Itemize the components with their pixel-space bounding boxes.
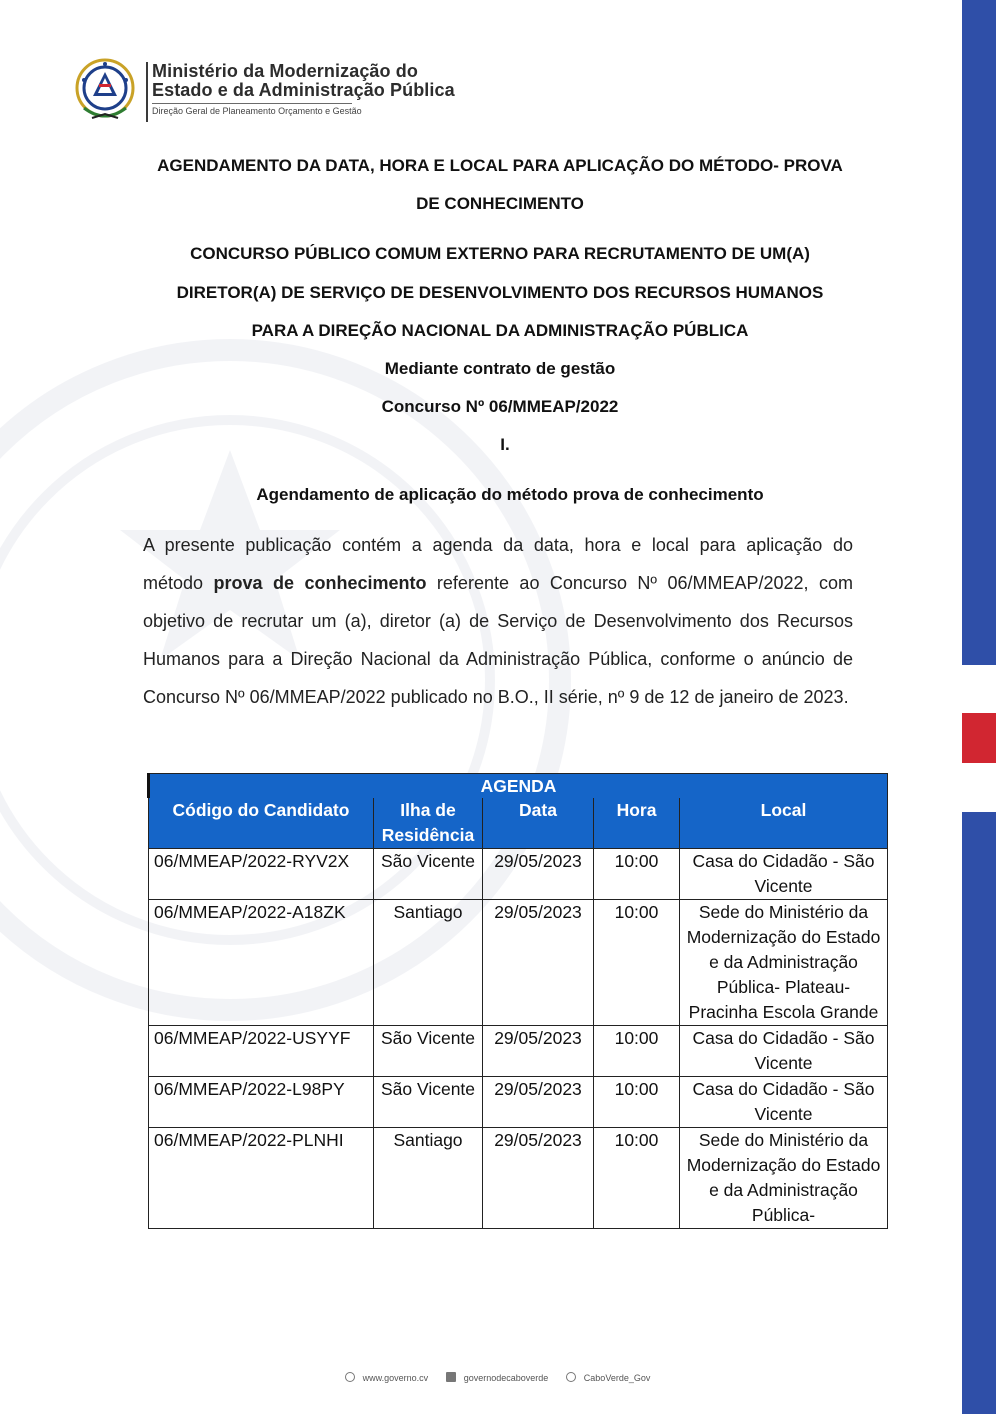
exam-date: 29/05/2023 (483, 900, 594, 1026)
exam-time: 10:00 (594, 1077, 680, 1128)
exam-date: 29/05/2023 (483, 1077, 594, 1128)
exam-place: Casa do Cidadão - São Vicente (680, 1026, 888, 1077)
table-row (149, 849, 888, 900)
table-row (149, 1077, 888, 1128)
table-row (149, 900, 888, 1026)
ministry-header (72, 56, 492, 128)
column-header-date: Data (483, 798, 594, 849)
exam-place: Sede do Ministério da Modernização do Estado e da Administração Pública- (680, 1128, 888, 1229)
document-title-line2: DE CONHECIMENTO (416, 194, 584, 213)
page-footer (300, 1372, 700, 1383)
side-stripe-blue-bottom (962, 812, 996, 1414)
paragraph-line2: método prova de conhecimento referente ao Concurso Nº 06/MMEAP/2022, com (143, 573, 853, 593)
exam-date: 29/05/2023 (483, 1026, 594, 1077)
candidate-code: 06/MMEAP/2022-PLNHI (149, 1128, 374, 1229)
exam-time: 10:00 (594, 1128, 680, 1229)
header-underline (152, 103, 352, 104)
ministry-name-line2: Estado e da Administração Pública (152, 80, 455, 100)
contract-type: Mediante contrato de gestão (384, 359, 616, 378)
contest-title-line2: DIRETOR(A) DE SERVIÇO DE DESENVOLVIMENTO DOS RECURSOS HUMANOS (176, 283, 824, 302)
contest-title-line3: PARA A DIREÇÃO NACIONAL DA ADMINISTRAÇÃO PÚBLICA (251, 321, 749, 340)
paragraph-line5: Concurso Nº 06/MMEAP/2022 publicado no B.O., II série, nº 9 de 12 de janeiro de 2023. (143, 687, 849, 707)
column-header-place: Local (680, 798, 888, 849)
facebook-icon (446, 1372, 456, 1382)
coat-of-arms-seal-icon (72, 56, 138, 126)
residence-island: Santiago (374, 1128, 483, 1229)
document-title-line1: AGENDAMENTO DA DATA, HORA E LOCAL PARA APLICAÇÃO DO MÉTODO- PROVA (157, 156, 843, 175)
side-stripe-blue-top (962, 0, 996, 665)
footer-facebook[interactable]: governodecaboverde (446, 1373, 554, 1383)
candidate-code: 06/MMEAP/2022-RYV2X (149, 849, 374, 900)
header-divider (146, 62, 148, 122)
residence-island: São Vicente (374, 1077, 483, 1128)
contest-title-line1: CONCURSO PÚBLICO COMUM EXTERNO PARA RECRUTAMENTO DE UM(A) (190, 244, 810, 263)
column-header-time: Hora (594, 798, 680, 849)
agenda-table (147, 773, 888, 1229)
table-row (149, 1128, 888, 1229)
ministry-subtitle: Direção Geral de Planeamento Orçamento e Gestão (152, 106, 362, 116)
exam-time: 10:00 (594, 849, 680, 900)
exam-date: 29/05/2023 (483, 1128, 594, 1229)
column-header-island: Ilha de Residência (374, 798, 483, 849)
paragraph-line1: A presente publicação contém a agenda da data, hora e local para aplicação do (143, 535, 853, 555)
residence-island: São Vicente (374, 1026, 483, 1077)
exam-place: Casa do Cidadão - São Vicente (680, 1077, 888, 1128)
exam-date: 29/05/2023 (483, 849, 594, 900)
footer-twitter[interactable]: CaboVerde_Gov (566, 1373, 656, 1383)
globe-icon (345, 1372, 355, 1382)
section-number: I. (500, 435, 510, 454)
candidate-code: 06/MMEAP/2022-L98PY (149, 1077, 374, 1128)
side-stripe-red (962, 713, 996, 763)
contest-number: Concurso Nº 06/MMEAP/2022 (381, 397, 619, 416)
table-header-row (149, 798, 888, 849)
table-row (149, 1026, 888, 1077)
residence-island: São Vicente (374, 849, 483, 900)
paragraph-line4: Humanos para a Direção Nacional da Administração Pública, conforme o anúncio de (143, 649, 853, 669)
candidate-code: 06/MMEAP/2022-USYYF (149, 1026, 374, 1077)
candidate-code: 06/MMEAP/2022-A18ZK (149, 900, 374, 1026)
exam-time: 10:00 (594, 900, 680, 1026)
paragraph-line3: objetivo de recrutar um (a), diretor (a) de Serviço de Desenvolvimento dos Recursos (143, 611, 853, 631)
exam-time: 10:00 (594, 1026, 680, 1077)
exam-place: Sede do Ministério da Modernização do Estado e da Administração Pública- Plateau- Pracinha Escola Grande (680, 900, 888, 1026)
twitter-icon (566, 1372, 576, 1382)
column-header-code: Código do Candidato (149, 798, 374, 849)
agenda-title: AGENDA (149, 774, 888, 799)
section-title: Agendamento de aplicação do método prova de conhecimento (256, 485, 764, 504)
residence-island: Santiago (374, 900, 483, 1026)
exam-place: Casa do Cidadão - São Vicente (680, 849, 888, 900)
ministry-name-line1: Ministério da Modernização do (152, 61, 418, 81)
footer-website[interactable]: www.governo.cv (345, 1373, 434, 1383)
paragraph-bold-term: prova de conhecimento (213, 573, 427, 593)
